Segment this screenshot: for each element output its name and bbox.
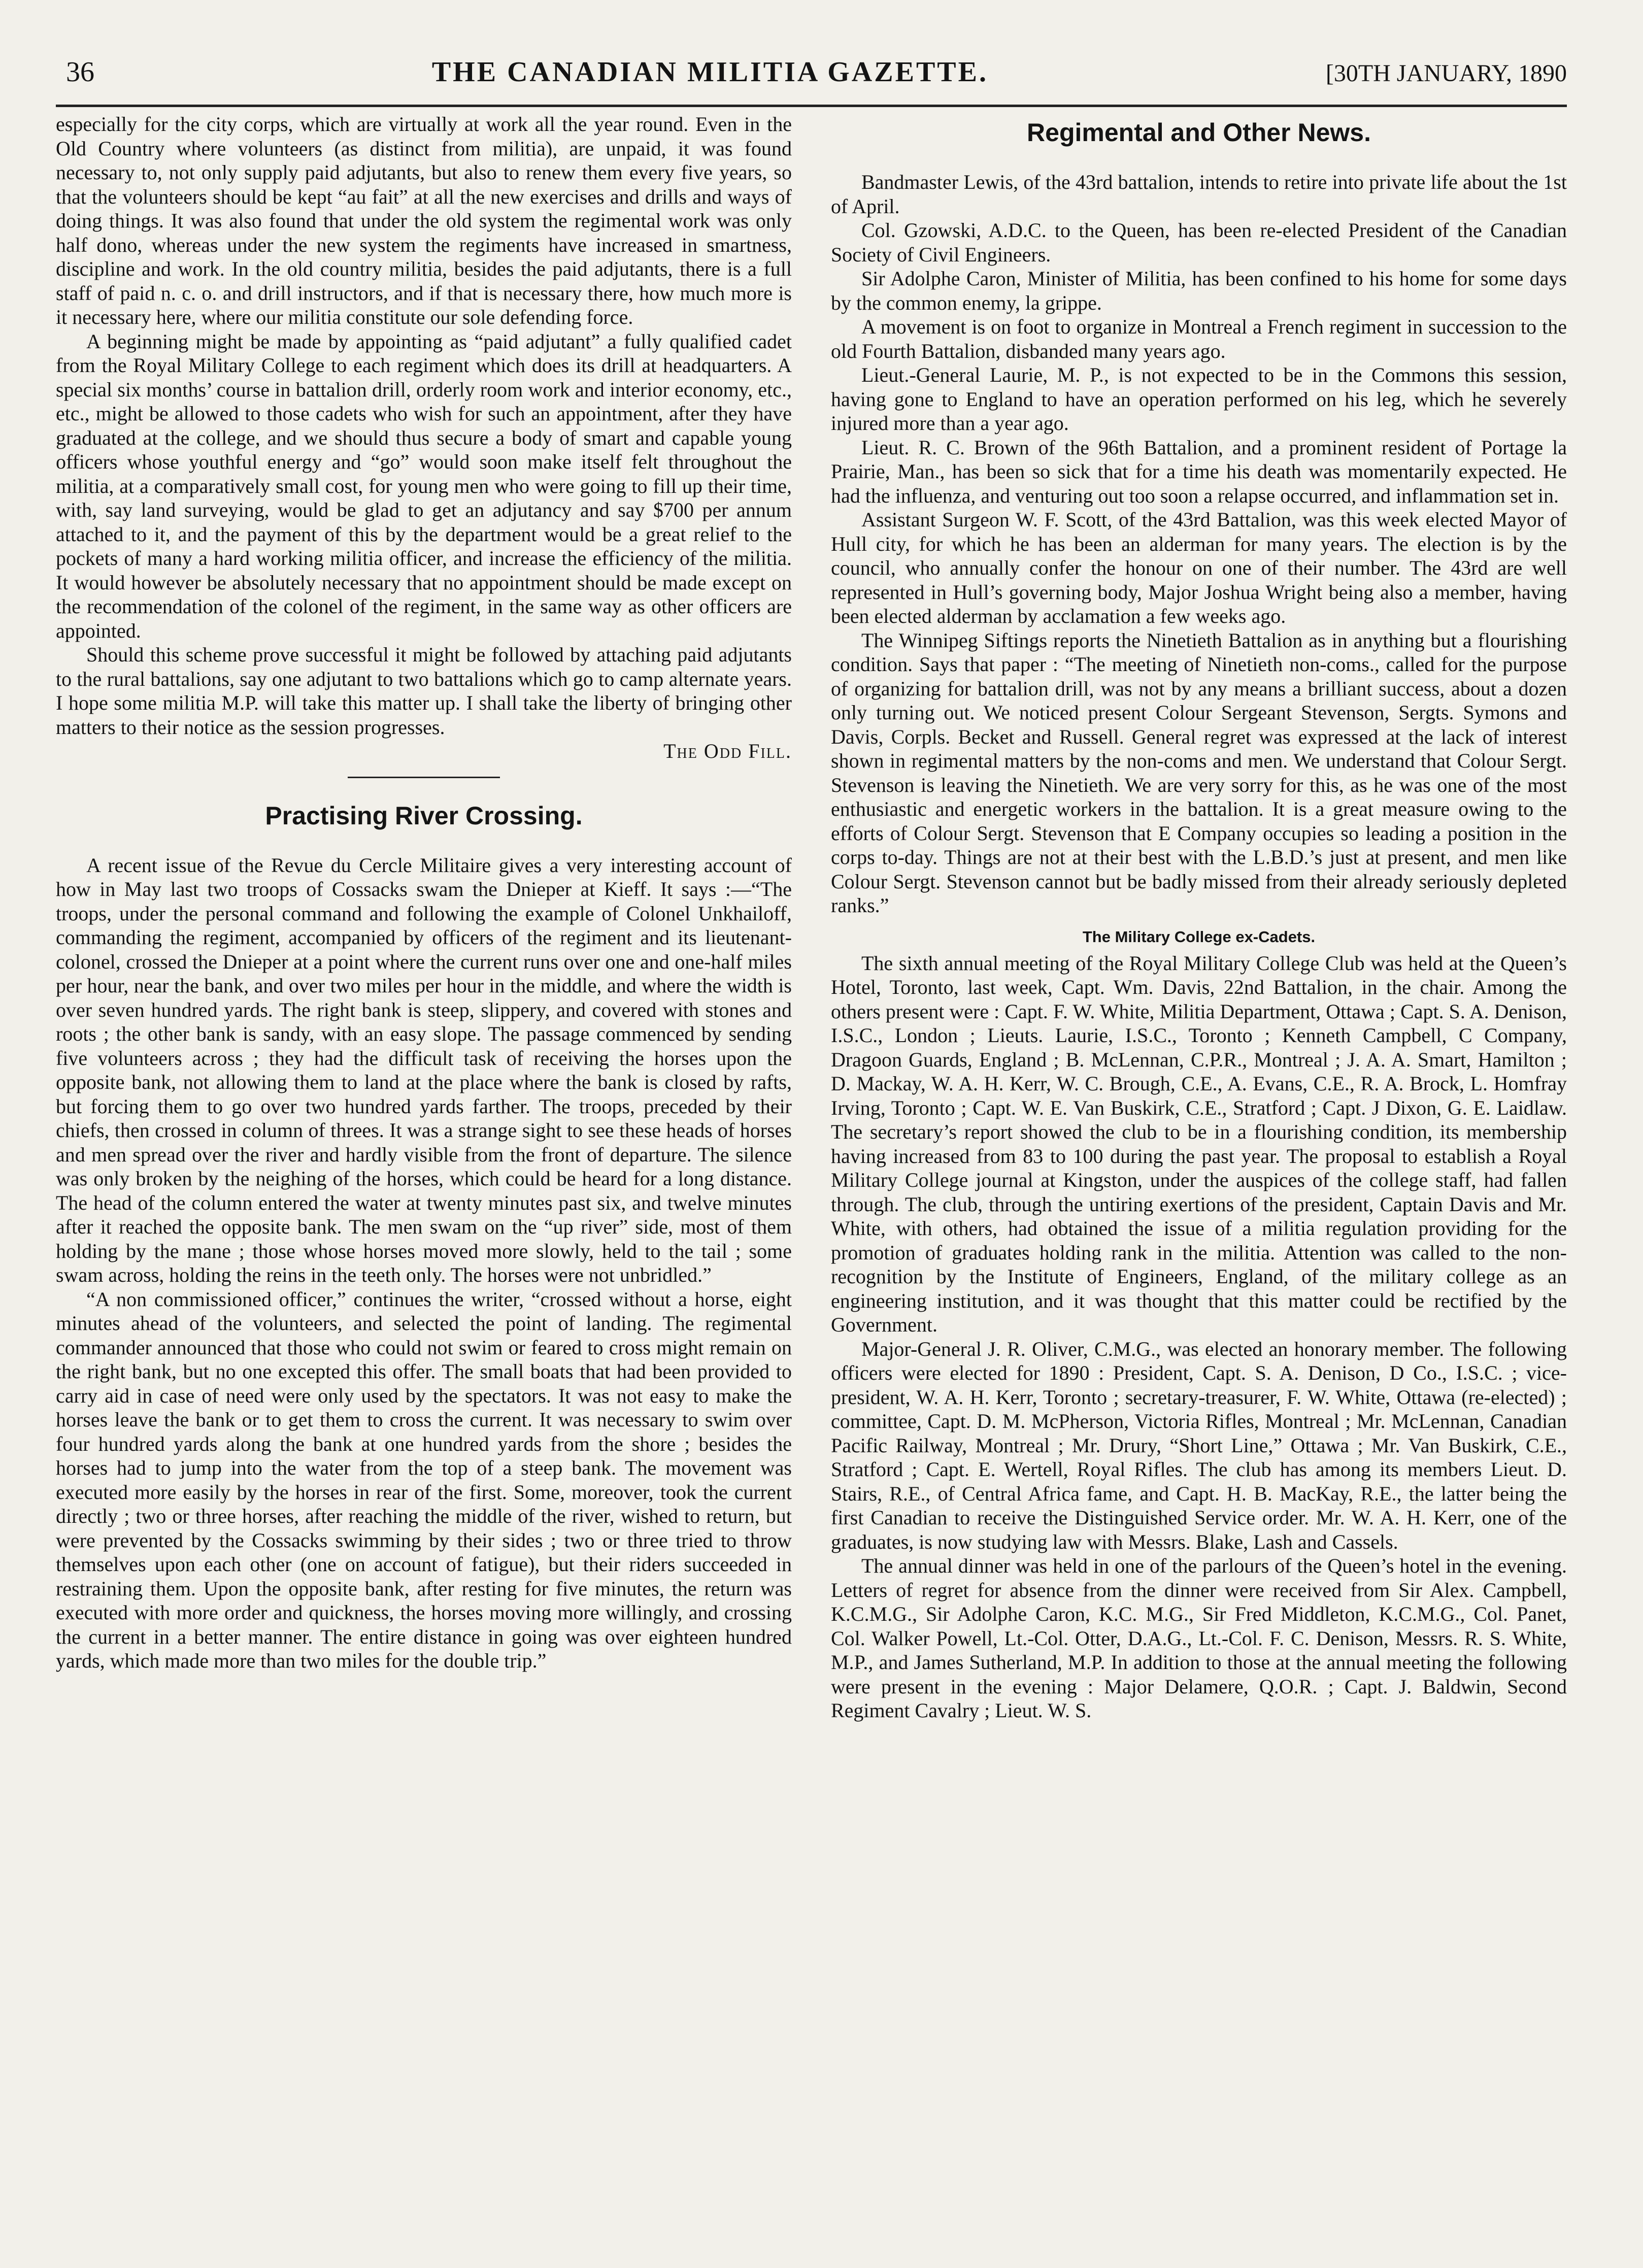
paragraph: A recent issue of the Revue du Cercle Militaire gives a very interesting account of how in May last two troops of Cossacks swam the Dnieper at Kieff. It says :—“The troops, under the personal command and following the example of Colonel Unkhailoff, commanding the regiment, accompanied by officers of the regiment and its lieutenant-colonel, crossed the Dnieper at a point where the current runs over one and one-half miles per hour, near the bank, and over two miles per hour in the middle, and where the width is over seven hundred yards. The right bank is steep, slippery, and covered with stones and roots ; the other bank is sandy, with an easy slope. The passage commenced by sending five volunteers across ; they had the difficult task of receiving the horses upon the opposite bank, not allowing them to land at the place where the bank is closed by rafts, but forcing them to go over two hundred yards farther. The troops, preceded by their chiefs, then crossed in column of threes. It was a strange sight to see these heads of horses and men spread over the river and hardly visible from the front of departure. The silence was only broken by the neighing of the horses, which could be heard for a long distance. The head of the column entered the water at twenty minutes past six, and twelve minutes after it reached the opposite bank. The men swam on the “up river” side, most of them holding by the mane ; those whose horses moved more slowly, held to the tail ; some swam across, holding the reins in the teeth only. The horses were not unbridled.” [56,853,792,1286]
news-item: Lieut. R. C. Brown of the 96th Battalion, and a prominent resident of Portage la Prairie, Man., has been so sick that for a time his death was momentarily expected. He had the influenza, and venturing out too soon a relapse occurred, and inflammation set in. [831,436,1567,507]
issue-date: [30TH JANUARY, 1890 [1325,60,1567,87]
author-signature: The Odd Fill. [663,740,792,762]
paragraph: The sixth annual meeting of the Royal Military College Club was held at the Queen’s Hotel, Toronto, last week, Capt. Wm. Davis, 22nd Battalion, in the chair. Among the others present were : Capt. F. W. White, Militia Department, Ottawa ; Capt. S. A. Denison, I.S.C., London ; Lieuts. Laurie, I.S.C., Toronto ; Kenneth Campbell, C Company, Dragoon Guards, England ; B. McLennan, C.P.R., Montreal ; J. A. A. Smart, Hamilton ; D. Mackay, W. A. H. Kerr, W. C. Brough, C.E., A. Evans, C.E., R. A. Brock, L. Homfray Irving, Toronto ; Capt. W. E. Van Buskirk, C.E., Stratford ; Capt. J Dixon, G. E. Laidlaw. The secretary’s report showed the club to be in a flourishing condition, its membership having increased from 83 to 100 during the past year. The proposal to establish a Royal Military College journal at Kingston, under the auspices of the college staff, had fallen through. The club, through the untiring exertions of the president, Captain Davis and Mr. White, with others, had obtained the issue of a militia regulation providing for the promotion of graduates holding rank in the militia. Attention was called to the non-recognition by the Institute of Engineers, England, of the military college as an engineering institution, and it was thought that this matter could be rectified by the Government. [831,951,1567,1336]
news-item: Sir Adolphe Caron, Minister of Militia, has been confined to his home for some days by the common enemy, la grippe. [831,267,1567,314]
paragraph: Major-General J. R. Oliver, C.M.G., was elected an honorary member. The following officers were elected for 1890 : President, Capt. S. A. Denison, D Co., I.S.C. ; vice-president, W. A. H. Kerr, Toronto ; secretary-treasurer, F. W. White, Ottawa (re-elected) ; committee, Capt. D. M. McPherson, Victoria Rifles, Montreal ; Mr. McLennan, Canadian Pacific Railway, Montreal ; Mr. Drury, “Short Line,” Ottawa ; Mr. Van Buskirk, C.E., Stratford ; Capt. E. Wertell, Royal Rifles. The club has among its members Lieut. D. Stairs, R.E., of Central Africa fame, and Capt. H. B. MacKay, R.E., the latter being the first Canadian to receive the Distinguished Service order. Mr. W. A. H. Kerr, one of the graduates, is now studying law with Messrs. Blake, Lash and Cassels. [831,1337,1567,1553]
page-header [56,56,1567,102]
paragraph: A beginning might be made by appointing as “paid adjutant” a fully qualified cadet from the Royal Military College to each regiment which does its drill at headquarters. A special six months’ course in battalion drill, orderly room work and interior economy, etc., etc., might be allowed to those cadets who wish for such an appointment, after they have graduated at the college, and we should thus secure a body of smart and capable young officers whose youthful energy and “go” would soon make itself felt throughout the militia, at a comparatively small cost, for young men who were going to fill up their time, with, say land surveying, would be glad to get an adjutancy and say $700 per annum attached to it, and the payment of this by the department would be a great relief to the pockets of many a hard working militia officer, and increase the efficiency of the militia. It would however be absolutely necessary that no appointment should be made except on the recommendation of the colonel of the regiment, in the same way as other officers are appointed. [56,329,792,642]
section-heading: Regimental and Other News. [1027,118,1371,147]
sub-heading: The Military College ex-Cadets. [1082,927,1316,946]
news-item: The Winnipeg Siftings reports the Ninetieth Battalion as in anything but a flourishing condition. Says that paper : “The meeting of Ninetieth non-coms., called for the purpose of organizing for battalion drill, was not by any means a brilliant success, about a dozen only turning out. We noticed present Colour Sergeant Stevenson, Sergts. Symons and Davis, Corpls. Becket and Russell. General regret was expressed at the lack of interest shown in regimental matters by the non-coms and men. We understand that Colour Sergt. Stevenson is leaving the Ninetieth. We are very sorry for this, as he was one of the most enthusiastic and energetic workers in the battalion. It is a great measure owing to the efforts of Colour Sergt. Stevenson that E Company occupies so leading a position in the corps to-day. Things are not at their best with the L.B.D.’s just at present, and men like Colour Sergt. Stevenson cannot but be badly missed from their already seriously depleted ranks.” [831,628,1567,917]
right-column [831,112,1567,2219]
paragraph: “A non commissioned officer,” continues the writer, “crossed without a horse, eight minutes ahead of the volunteers, and selected the point of landing. The regimental commander announced that those who could not swim or feared to cross might remain on the right bank, but no one excepted this offer. The small boats that had been provided to carry aid in case of need were only used by the spectators. It was not easy to make the horses leave the bank or to get them to cross the current. It was necessary to swim over four hundred yards along the bank at one hundred yards from the shore ; besides the horses had to jump into the water from the top of a steep bank. The movement was executed more easily by the horses in rear of the first. Some, moreover, took the current directly ; two or three horses, after reaching the middle of the river, wished to return, but were prevented by the Cossacks swimming by their sides ; two or three tried to throw themselves upon each other (one on account of fatigue), but their riders succeeded in restraining them. Upon the opposite bank, after resting for five minutes, the return was executed with more order and quickness, the horses moving more willingly, and crossing the current in a better manner. The entire distance in going was over eighteen hundred yards, which made more than two miles for the double trip.” [56,1287,792,1672]
paragraph: Should this scheme prove successful it might be followed by attaching paid adjutants to the rural battalions, say one adjutant to two battalions which go to camp alternate years. I hope some militia M.P. will take this matter up. I shall take the liberty of bringing other matters to their notice as the session progresses. [56,643,792,739]
news-item: Assistant Surgeon W. F. Scott, of the 43rd Battalion, was this week elected Mayor of Hull city, for which he has been an alderman for many years. The election is by the council, who annually confer the honour on one of their number. The 43rd are well represented in Hull’s governing body, Major Joshua Wright being also a member, having been elected alderman by acclamation a few weeks ago. [831,508,1567,627]
news-item: Bandmaster Lewis, of the 43rd battalion, intends to retire into private life about the 1st of April. [831,171,1567,218]
page-number: 36 [66,56,94,88]
news-item: Lieut.-General Laurie, M. P., is not expected to be in the Commons this session, having gone to England to have an operation performed on his leg, which he severely injured more than a year ago. [831,363,1567,435]
columns [56,112,1567,2219]
article-heading: Practising River Crossing. [265,801,583,830]
section-divider [348,777,500,778]
paragraph: The annual dinner was held in one of the parlours of the Queen’s hotel in the evening. Letters of regret for absence from the dinner were received from Sir Alex. Campbell, K.C.M.G., Sir Adolphe Caron, K.C. M.G., Sir Fred Middleton, K.C.M.G., Col. Panet, Col. Walker Powell, Lt.-Col. Otter, D.A.G., Lt.-Col. F. C. Denison, Messrs. R. S. White, M.P., and James Sutherland, M.P. In addition to those at the annual meeting the following were present in the evening : Major Delamere, Q.O.R. ; Capt. J. Baldwin, Second Regiment Cavalry ; Lieut. W. S. [831,1554,1567,1722]
left-column [56,112,792,2219]
header-rule [56,105,1567,107]
news-item: A movement is on foot to organize in Montreal a French regiment in succession to the old Fourth Battalion, disbanded many years ago. [831,315,1567,362]
paragraph: especially for the city corps, which are virtually at work all the year round. Even in the Old Country where volunteers (as distinct from militia), are unpaid, it was found necessary to, not only supply paid adjutants, but also to renew them every five years, so that the volunteers should be kept “au fait” at all the new exercises and drills and ways of doing things. It was also found that under the old system the regimental work was only half dono, whereas under the new system the regiments have increased in smartness, discipline and work. In the old country militia, besides the paid adjutants, there is a full staff of paid n. c. o. and drill instructors, and if that is necessary there, how much more is it necessary here, where our militia constitute our sole defending force. [56,113,792,328]
newspaper-title: THE CANADIAN MILITIA GAZETTE. [431,56,989,88]
news-item: Col. Gzowski, A.D.C. to the Queen, has been re-elected President of the Canadian Society of Civil Engineers. [831,219,1567,266]
